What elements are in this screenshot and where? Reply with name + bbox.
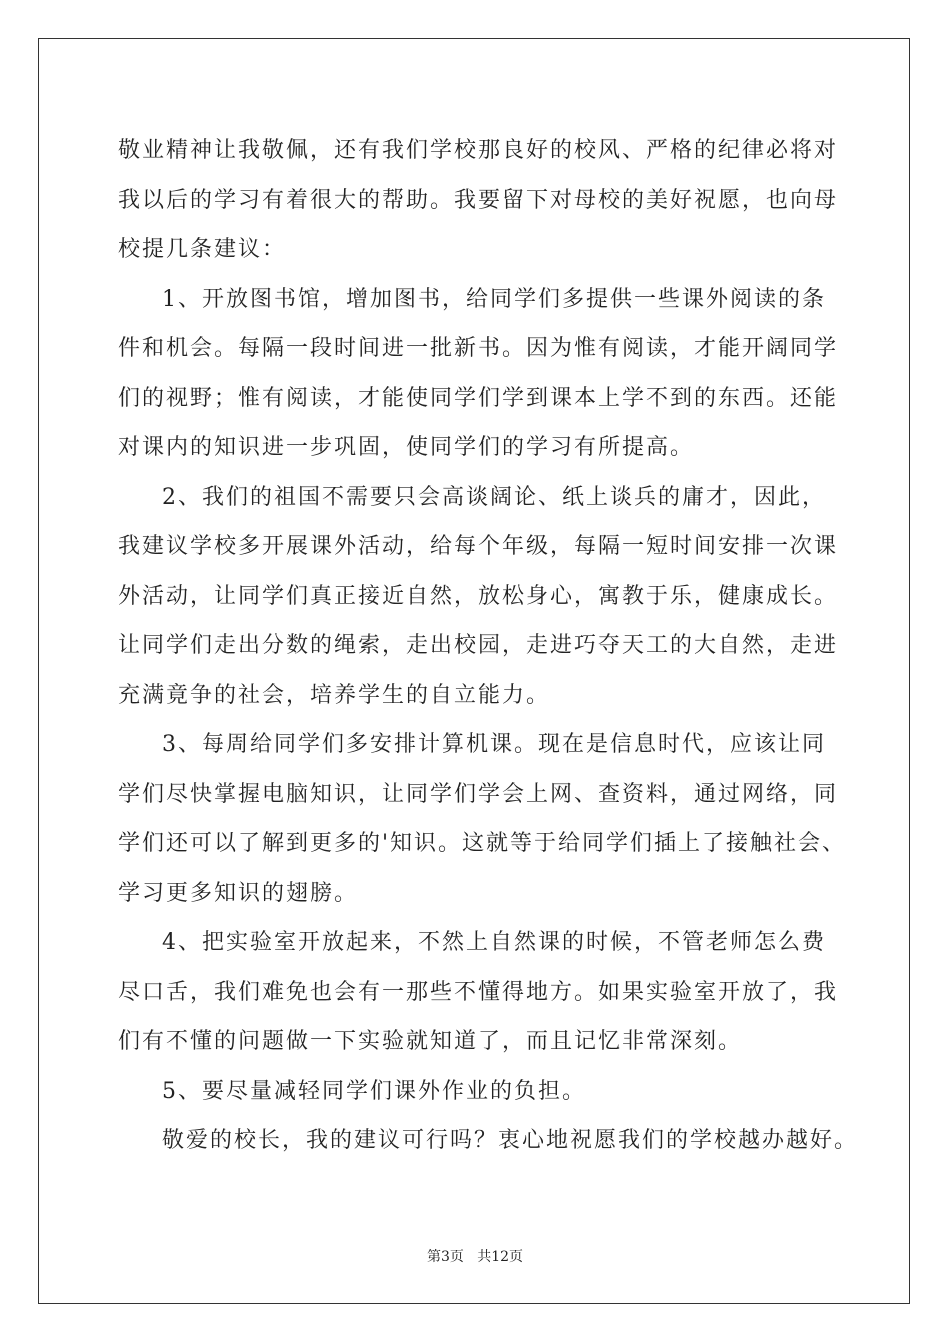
paragraph xyxy=(118,1116,859,1166)
text-line: 5、要尽量减轻同学们课外作业的负担。 xyxy=(162,1078,586,1104)
text-line: 对课内的知识进一步巩固，使同学们的学习有所提高。 xyxy=(118,435,695,460)
text-line: 学们尽快掌握电脑知识，让同学们学会上网、查资料，通过网络，同 xyxy=(118,781,839,807)
text-line: 4、把实验室开放起来，不然上自然课的时候，不管老师怎么费 xyxy=(162,930,826,955)
text-line: 充满竟争的社会，培养学生的自立能力。 xyxy=(118,682,551,708)
text-line: 敬爱的校长，我的建议可行吗？衷心地祝愿我们的学校越办越好。 xyxy=(162,1128,859,1153)
text-line: 让同学们走出分数的绳索，走出校园，走进巧夺天工的大自然，走进 xyxy=(118,633,839,658)
text-line: 1、开放图书馆，增加图书，给同学们多提供一些课外阅读的条 xyxy=(162,286,826,312)
paragraph xyxy=(118,720,848,918)
paragraph xyxy=(118,473,848,721)
text-line: 我建议学校多开展课外活动，给每个年级，每隔一短时间安排一次课 xyxy=(118,534,839,559)
text-line: 学们还可以了解到更多的'知识。这就等于给同学们插上了接触社会、 xyxy=(118,831,847,856)
text-line: 外活动，让同学们真正接近自然，放松身心，寓教于乐，健康成长。 xyxy=(118,583,839,609)
text-line: 3、每周给同学们多安排计算机课。现在是信息时代，应该让同 xyxy=(162,732,826,757)
paragraph xyxy=(118,275,848,473)
text-line: 尽口舌，我们难免也会有一那些不懂得地方。如果实验室开放了，我 xyxy=(118,979,839,1005)
text-line: 敬业精神让我敬佩，还有我们学校那良好的校风、严格的纪律必将对 xyxy=(118,138,839,163)
paragraph xyxy=(118,126,848,275)
text-line: 们有不懂的问题做一下实验就知道了，而且记忆非常深刻。 xyxy=(118,1029,743,1054)
text-line: 件和机会。每隔一段时间进一批新书。因为惟有阅读，才能开阔同学 xyxy=(118,336,839,361)
text-line: 学习更多知识的翅膀。 xyxy=(118,880,359,906)
document-body xyxy=(118,126,859,1166)
text-line: 2、我们的祖国不需要只会高谈阔论、纸上谈兵的庸才，因此， xyxy=(162,484,826,510)
text-line: 校提几条建议： xyxy=(118,237,287,262)
text-line: 们的视野；惟有阅读，才能使同学们学到课本上学不到的东西。还能 xyxy=(118,385,839,411)
paragraph xyxy=(118,1067,848,1117)
page-number-footer: 第3页 共12页 xyxy=(426,1249,524,1265)
text-line: 我以后的学习有着很大的帮助。我要留下对母校的美好祝愿，也向母 xyxy=(118,187,839,213)
paragraph xyxy=(118,918,848,1067)
